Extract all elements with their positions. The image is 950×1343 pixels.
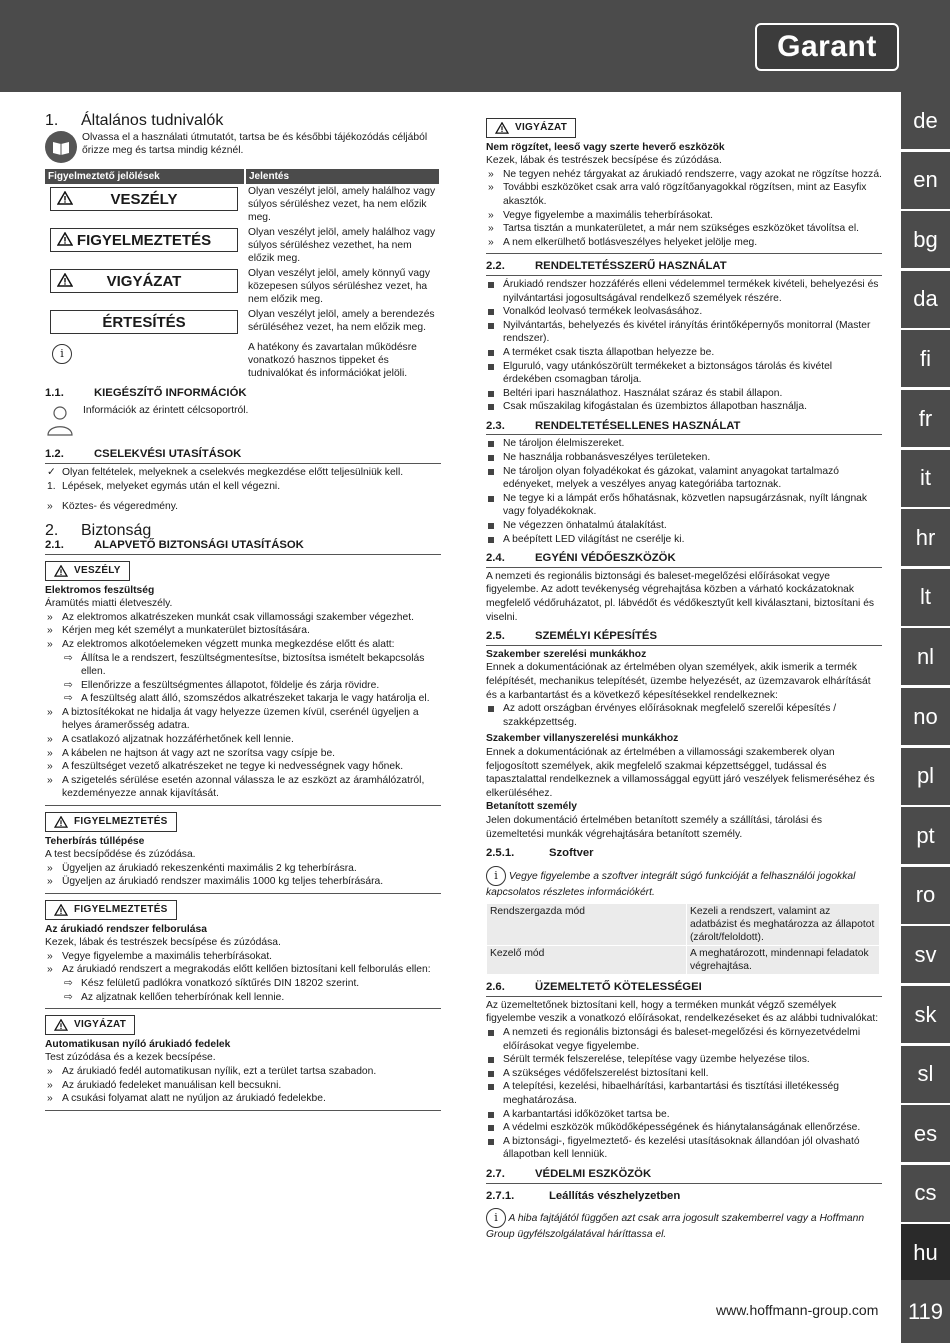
- language-tab-fr[interactable]: fr: [901, 390, 950, 447]
- warning-title: Automatikusan nyíló árukiadó fedelek: [45, 1038, 231, 1050]
- section-2-7-heading: 2.7. VÉDELMI ESZKÖZÖK: [486, 1168, 882, 1184]
- list-item: » Ügyeljen az árukiadó rekeszenkénti maximális 2 kg teherbírásra.: [47, 862, 357, 874]
- list-item: 1. Lépések, melyeket egymás után el kell végezni.: [47, 480, 281, 492]
- language-tab-nl[interactable]: nl: [901, 628, 950, 685]
- emergency-info: i A hiba fajtájától függően azt csak arra jogosult szakemberrel vagy a Hoffmann Group ügyfélszolgálatával háríttassa el.: [486, 1208, 882, 1242]
- table-head-meaning: Jelentés: [245, 169, 439, 185]
- warning-icon: [54, 816, 68, 828]
- list-item: » Vegye figyelembe a maximális teherbírásokat.: [47, 950, 273, 962]
- warning-icon: [57, 232, 73, 246]
- list-item: » Kérjen meg két személyt a munkaterület biztosítására.: [47, 625, 310, 637]
- qualification-title: Betanított személy: [486, 801, 577, 813]
- list-item: Nyilvántartás, behelyezés és kivétel irányítás érintőképernyős monitorral (Master rendszer).: [486, 319, 882, 346]
- language-tab-sl[interactable]: sl: [901, 1046, 950, 1103]
- list-item: Ne tegye ki a lámpát erős hőhatásnak, közvetlen napsugárzásnak, nyílt lángnak vagy folyadékoknak.: [486, 492, 882, 519]
- list-item: » Tartsa tisztán a munkaterületet, a már nem szükséges eszközöket távolítsa el.: [488, 223, 859, 235]
- section-2-4-heading: 2.4. EGYÉNI VÉDŐESZKÖZÖK: [486, 552, 882, 568]
- warning-subtitle: Áramütés miatti életveszély.: [45, 598, 173, 610]
- signal-caution-desc: Olyan veszélyt jelöl, amely könnyű vagy közepesen súlyos sérüléshez vezet, ha nem előzik meg.: [248, 268, 430, 306]
- list-item: A beépített LED világítást ne cserélje ki.: [486, 533, 882, 547]
- list-item: Elguruló, vagy utánkószörült termékeket a biztonságos tárolás és kivétel érdekében csomagban tárolja.: [486, 360, 882, 387]
- list-item: ⇨ Ellenőrizze a feszültségmentes állapotot, földelje és zárja rövidre.: [64, 679, 380, 691]
- signal-caution: VIGYÁZAT: [50, 269, 238, 293]
- language-tab-it[interactable]: it: [901, 450, 950, 507]
- roles-table: [486, 903, 880, 975]
- qualification-title: Szakember villanyszerelési munkákhoz: [486, 733, 679, 745]
- info-desc: A hatékony és zavartalan működésre vonatkozó hasznos tippeket és tudnivalókat és információkat jelöli.: [248, 342, 417, 380]
- list-item: ⇨ A feszültség alatt álló, szomszédos alkatrészeket takarja le vagy határolja el.: [64, 693, 430, 705]
- list-item: » A feszültséget vezető alkatrészeket ne tegye ki nedvességnek vagy hőnek.: [47, 761, 404, 773]
- warning-icon: [54, 1019, 68, 1031]
- language-tab-no[interactable]: no: [901, 688, 950, 745]
- warning-title: Nem rögzítet, leeső vagy szerte heverő eszközök: [486, 141, 725, 153]
- list-item: » Az árukiadó fedél automatikusan nyílik, ezt a terület tartsa szabadon.: [47, 1065, 377, 1077]
- list-item: Sérült termék felszerelése, telepítése vagy üzembe helyezése tilos.: [486, 1053, 882, 1067]
- signal-danger: VESZÉLY: [50, 187, 238, 211]
- list-item: ⇨ Állítsa le a rendszert, feszültségmentesítse, biztosítsa ismételt bekapcsolás ellen.: [64, 652, 425, 678]
- list-item: A terméket csak tiszta állapotban helyezze be.: [486, 346, 882, 360]
- language-tab-de[interactable]: de: [901, 92, 950, 149]
- table-row: [45, 266, 439, 307]
- garant-logo: Garant: [755, 23, 899, 71]
- intro-text: Olvassa el a használati útmutatót, tartsa be és későbbi tájékozódás céljából őrizze meg és tartsa mindig kéznél.: [82, 131, 428, 157]
- section-2-7-1-heading: 2.7.1. Leállítás vészhelyzetben: [486, 1189, 681, 1202]
- list-item: A szükséges védőfelszerelést biztosítani kell.: [486, 1067, 882, 1081]
- caution-badge: VIGYÁZAT: [45, 1015, 135, 1035]
- list-item: » Ügyeljen az árukiadó rendszer maximális 1000 kg teljes teherbírására.: [47, 876, 384, 888]
- warning-icon: [57, 273, 73, 287]
- list-item: A védelmi eszközök működőképességének és hiánytalanságának ellenőrzése.: [486, 1121, 882, 1135]
- table-row: Kezelő mód A meghatározott, mindennapi feladatok végrehajtása.: [487, 946, 880, 975]
- list-item: A biztonsági-, figyelmeztető- és kezelési utasításoknak állandóan jól olvasható állapotban kell lenniük.: [486, 1135, 882, 1162]
- page-header: [0, 0, 950, 92]
- right-column: [486, 114, 882, 1242]
- language-tab-bg[interactable]: bg: [901, 211, 950, 268]
- section-1-1-heading: 1.1. KIEGÉSZÍTŐ INFORMÁCIÓK: [45, 387, 247, 400]
- language-tab-pl[interactable]: pl: [901, 748, 950, 805]
- list-item: Ne végezzen önhatalmú átalakítást.: [486, 519, 882, 533]
- info-icon: i: [52, 344, 72, 364]
- info-icon: i: [486, 1208, 506, 1228]
- warning-icon: [54, 904, 68, 916]
- list-item: » Az elektromos alkotóelemeken végzett munka megkezdése előtt és alatt:: [47, 638, 395, 650]
- list-item: » Vegye figyelembe a maximális teherbírásokat.: [488, 209, 714, 221]
- check-icon: ✓: [47, 466, 56, 478]
- table-head-signals: Figyelmeztető jelölések: [45, 169, 245, 185]
- table-row: [45, 307, 439, 337]
- list-item: A karbantartási időközöket tartsa be.: [486, 1108, 882, 1122]
- warning-subtitle: Test zúzódása és a kezek becsípése.: [45, 1052, 216, 1064]
- qualification-text: Ennek a dokumentációnak az értelmében a villamossági szakemberek olyan feljogosított személyek, akik megfelelő szakmai képzettséggel, tudással és tapasztalattal rendelkeznek a villamossággal együtt járó veszélyek felismeréséhez és elkerüléséhez.: [486, 746, 875, 799]
- operator-text: Az üzemeltetőnek biztosítani kell, hogy a terméken munkát végző személyek figyelembe veszik a vonatkozó előírásokat, rendelkezéseket és az alábbi tudnivalókat:: [486, 999, 879, 1025]
- language-tab-sv[interactable]: sv: [901, 926, 950, 983]
- signal-word-table: [45, 169, 439, 382]
- language-sidebar: [901, 92, 950, 1343]
- table-row: Rendszergazda mód Kezeli a rendszert, valamint az adatbázist és meghatározza az állapotot (zárolt/feloldott).: [487, 904, 880, 946]
- footer-url[interactable]: www.hoffmann-group.com: [716, 1302, 879, 1318]
- list-item: Ne tároljon élelmiszereket.: [486, 437, 882, 451]
- qualification-text: Ennek a dokumentációnak az értelmében olyan személyek, akik ismerik a termék felépítését, mechanikus telepítését, üzembe helyezését, az üzemzavarok elhárítását és a karbantartást és a következő képesítésekkel rendelkeznek:: [486, 662, 871, 701]
- table-row: [45, 337, 439, 381]
- section-2-5-1-heading: 2.5.1. Szoftver: [486, 847, 594, 860]
- target-group-text: Információk az érintett célcsoportról.: [83, 404, 249, 416]
- list-item: » Köztes- és végeredmény.: [47, 501, 178, 513]
- list-item: » A szigetelés sérülése esetén azonnal válassza le az eszközt az áramhálózatról, kezdeményezze annak kijavítását.: [47, 774, 425, 800]
- signal-warning: FIGYELMEZTETÉS: [50, 228, 238, 252]
- language-tab-hu[interactable]: hu: [901, 1224, 950, 1281]
- warning-badge: FIGYELMEZTETÉS: [45, 900, 177, 920]
- list-item: Vonalkód leolvasó termékek leolvasásához.: [486, 305, 882, 319]
- signal-notice: ÉRTESÍTÉS: [50, 310, 238, 334]
- list-item: Beltéri ipari használathoz. Használat száraz és stabil állapon.: [486, 387, 882, 401]
- language-tab-pt[interactable]: pt: [901, 807, 950, 864]
- list-item: » A biztosítékokat ne hidalja át vagy helyezze üzemen kívül, cserénél ügyeljen a helyes áramerősség adatra.: [47, 706, 419, 732]
- list-item: ✓ Olyan feltételek, melyeknek a cselekvés megkezdése előtt teljesülniük kell.: [47, 466, 404, 478]
- language-tab-es[interactable]: es: [901, 1105, 950, 1162]
- section-2-3-heading: 2.3. RENDELTETÉSELLENES HASZNÁLAT: [486, 420, 882, 436]
- section-1-heading: 1. Általános tudnivalók: [45, 112, 224, 129]
- list-item: Árukiadó rendszer hozzáférés elleni védelemmel termékek kivételi, behelyezési és nyilvántartási jogosultságával rendelkező személyek részére.: [486, 278, 882, 305]
- info-icon: i: [486, 866, 506, 886]
- language-tab-da[interactable]: da: [901, 271, 950, 328]
- list-item: » A csukási folyamat alatt ne nyúljon az árukiadó fedelekbe.: [47, 1093, 326, 1105]
- list-item: A telepítési, kezelési, hibaelhárítási, karbantartási és tisztítási illetékesség meghatározása.: [486, 1080, 882, 1107]
- warning-badge: FIGYELMEZTETÉS: [45, 812, 177, 832]
- list-item: » A kábelen ne hajtson át vagy azt ne szorítsa vagy csípje be.: [47, 747, 336, 759]
- caution-badge: VIGYÁZAT: [486, 118, 576, 138]
- language-tab-hr[interactable]: hr: [901, 509, 950, 566]
- list-item: » Az elektromos alkatrészeken munkát csak villamossági szakember végezhet.: [47, 611, 414, 623]
- warning-title: Az árukiadó rendszer felborulása: [45, 923, 207, 935]
- user-group-icon: [45, 404, 77, 441]
- signal-notice-desc: Olyan veszélyt jelöl, amely a berendezés sérüléséhez vezet, ha nem előzik meg.: [248, 309, 435, 334]
- section-2-heading: 2. Biztonság: [45, 521, 152, 539]
- signal-danger-desc: Olyan veszélyt jelöl, amely halálhoz vagy súlyos sérüléshez vezet, ha nem előzik meg.: [248, 186, 436, 224]
- left-column: [45, 114, 441, 1111]
- language-tab-lt[interactable]: lt: [901, 569, 950, 626]
- warning-icon: [495, 122, 509, 134]
- section-2-2-heading: 2.2. RENDELTETÉSSZERŰ HASZNÁLAT: [486, 260, 882, 276]
- warning-icon: [54, 565, 68, 577]
- list-item: » A nem elkerülhető botlásveszélyes helyeket jelölje meg.: [488, 236, 758, 248]
- list-item: ⇨ Az aljzatnak kellően teherbírónak kell lennie.: [64, 991, 285, 1003]
- section-2-5-heading: 2.5. SZEMÉLYI KÉPESÍTÉS: [486, 630, 882, 646]
- language-tab-sk[interactable]: sk: [901, 986, 950, 1043]
- list-item: » További eszközöket csak arra való rögzítőanyagokkal rögzítsen, mint az Easyfix akasztók.: [488, 182, 867, 207]
- list-item: Ne tároljon olyan folyadékokat és gázokat, valamint anyagokat tartalmazó edényeket, melyek a veszélyes anyag kategóriába tartoznak.: [486, 465, 882, 492]
- danger-badge: VESZÉLY: [45, 561, 130, 581]
- warning-subtitle: A test becsípődése és zúzódása.: [45, 849, 196, 861]
- qualification-title: Szakember szerelési munkákhoz: [486, 648, 647, 660]
- software-info: i Vegye figyelembe a szoftver integrált súgó funkcióját a felhasználói jogokkal kapcsolatos részletes információkért.: [486, 866, 882, 900]
- table-row: [45, 184, 439, 225]
- list-item: » Ne tegyen nehéz tárgyakat az árukiadó rendszerre, vagy azokat ne rögzítse hozzá.: [488, 168, 882, 180]
- list-item: » Az árukiadó fedeleket manuálisan kell becsukni.: [47, 1079, 282, 1091]
- signal-warning-desc: Olyan veszélyt jelöl, amely halálhoz vagy súlyos sérüléshez vezethet, ha nem előzik meg.: [248, 227, 436, 265]
- language-tab-ro[interactable]: ro: [901, 867, 950, 924]
- section-1-2-heading: 1.2. CSELEKVÉSI UTASÍTÁSOK: [45, 448, 441, 464]
- list-item: » Az árukiadó rendszert a megrakodás előtt kellően biztosítani kell felborulás ellen:: [47, 964, 431, 976]
- section-2-1-heading: 2.1. ALAPVETŐ BIZTONSÁGI UTASÍTÁSOK: [45, 539, 441, 555]
- list-item: Az adott országban érvényes előírásoknak megfelelő szerelői képesítés / szakképzettség.: [486, 702, 882, 729]
- warning-subtitle: Kezek, lábak és testrészek becsípése és zúzódása.: [45, 937, 281, 949]
- language-tab-en[interactable]: en: [901, 152, 950, 209]
- ppe-text: A nemzeti és regionális biztonsági és baleset-megelőzési előírásokat vegye figyelembe. Az adott tevékenység végrehajtása közben a várható kockázatoknak megfelelő védőruházatot, pl. lábvédőt és védőkesztyűt kell kiválasztani, biztosítani és viselni.: [486, 570, 875, 623]
- section-2-6-heading: 2.6. ÜZEMELTETŐ KÖTELESSÉGEI: [486, 981, 882, 997]
- list-item: » A csatlakozó aljzatnak hozzáférhetőnek kell lennie.: [47, 734, 294, 746]
- language-tab-cs[interactable]: cs: [901, 1165, 950, 1222]
- warning-icon: [57, 191, 73, 205]
- list-item: Csak műszakilag kifogástalan és üzembiztos állapotban használja.: [486, 400, 882, 414]
- warning-title: Teherbírás túllépése: [45, 835, 145, 847]
- read-manual-icon: [45, 131, 77, 163]
- warning-subtitle: Kezek, lábak és testrészek becsípése és zúzódása.: [486, 155, 722, 167]
- page-number: 119: [901, 1280, 950, 1343]
- list-item: Ne használja robbanásveszélyes területeken.: [486, 451, 882, 465]
- list-item: ⇨ Kész felületű padlókra vonatkozó síktűrés DIN 18202 szerint.: [64, 977, 360, 989]
- qualification-text: Jelen dokumentáció értelmében betanított személy a szállítási, tárolási és üzemeltetési munkák végrehajtására betanított személy.: [486, 814, 822, 840]
- language-tab-fi[interactable]: fi: [901, 330, 950, 387]
- table-row: [45, 225, 439, 266]
- list-item: A nemzeti és regionális biztonsági és baleset-megelőzési és környezetvédelmi előírásokat vegye figyelembe.: [486, 1026, 882, 1053]
- warning-title: Elektromos feszültség: [45, 584, 155, 596]
